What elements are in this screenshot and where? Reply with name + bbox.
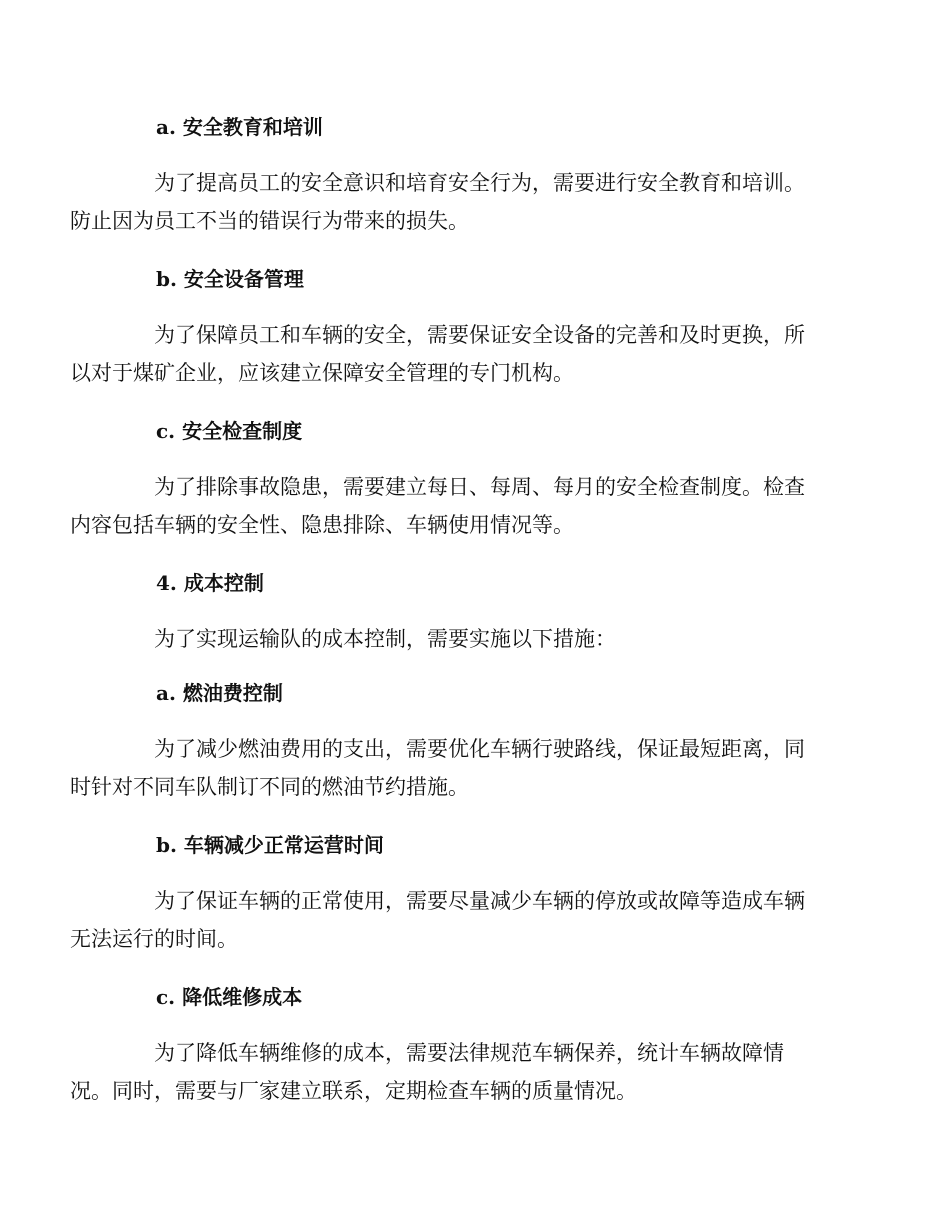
section-heading: a. 燃油费控制 xyxy=(156,681,283,705)
paragraph-line: 为了保障员工和车辆的安全，需要保证安全设备的完善和及时更换，所 xyxy=(154,323,805,347)
paragraph-line: 为了降低车辆维修的成本，需要法律规范车辆保养，统计车辆故障情 xyxy=(154,1041,784,1065)
paragraph xyxy=(70,730,832,806)
section-heading: b. 安全设备管理 xyxy=(156,267,304,291)
paragraph xyxy=(70,164,832,240)
section-heading: b. 车辆减少正常运营时间 xyxy=(156,833,384,857)
section-heading: a. 安全教育和培训 xyxy=(156,115,323,139)
paragraph xyxy=(70,882,832,958)
paragraph-line: 为了实现运输队的成本控制，需要实施以下措施： xyxy=(154,627,616,651)
paragraph-line: 为了保证车辆的正常使用，需要尽量减少车辆的停放或故障等造成车辆 xyxy=(154,889,805,913)
paragraph-line: 为了排除事故隐患，需要建立每日、每周、每月的安全检查制度。检查 xyxy=(154,475,805,499)
paragraph xyxy=(70,1034,832,1110)
paragraph-line: 内容包括车辆的安全性、隐患排除、车辆使用情况等。 xyxy=(70,513,574,537)
paragraph-line: 防止因为员工不当的错误行为带来的损失。 xyxy=(70,209,469,233)
paragraph-line: 为了减少燃油费用的支出，需要优化车辆行驶路线，保证最短距离，同 xyxy=(154,737,805,761)
paragraph-line: 时针对不同车队制订不同的燃油节约措施。 xyxy=(70,775,469,799)
paragraph-line: 为了提高员工的安全意识和培育安全行为，需要进行安全教育和培训。 xyxy=(154,171,805,195)
section-heading: c. 安全检查制度 xyxy=(156,419,303,443)
paragraph-line: 况。同时，需要与厂家建立联系，定期检查车辆的质量情况。 xyxy=(70,1079,637,1103)
section-heading: 4. 成本控制 xyxy=(156,571,264,595)
paragraph xyxy=(112,620,832,658)
paragraph-line: 以对于煤矿企业，应该建立保障安全管理的专门机构。 xyxy=(70,361,574,385)
section-heading: c. 降低维修成本 xyxy=(156,985,303,1009)
paragraph xyxy=(70,316,832,392)
paragraph-line: 无法运行的时间。 xyxy=(70,927,238,951)
paragraph xyxy=(70,468,832,544)
